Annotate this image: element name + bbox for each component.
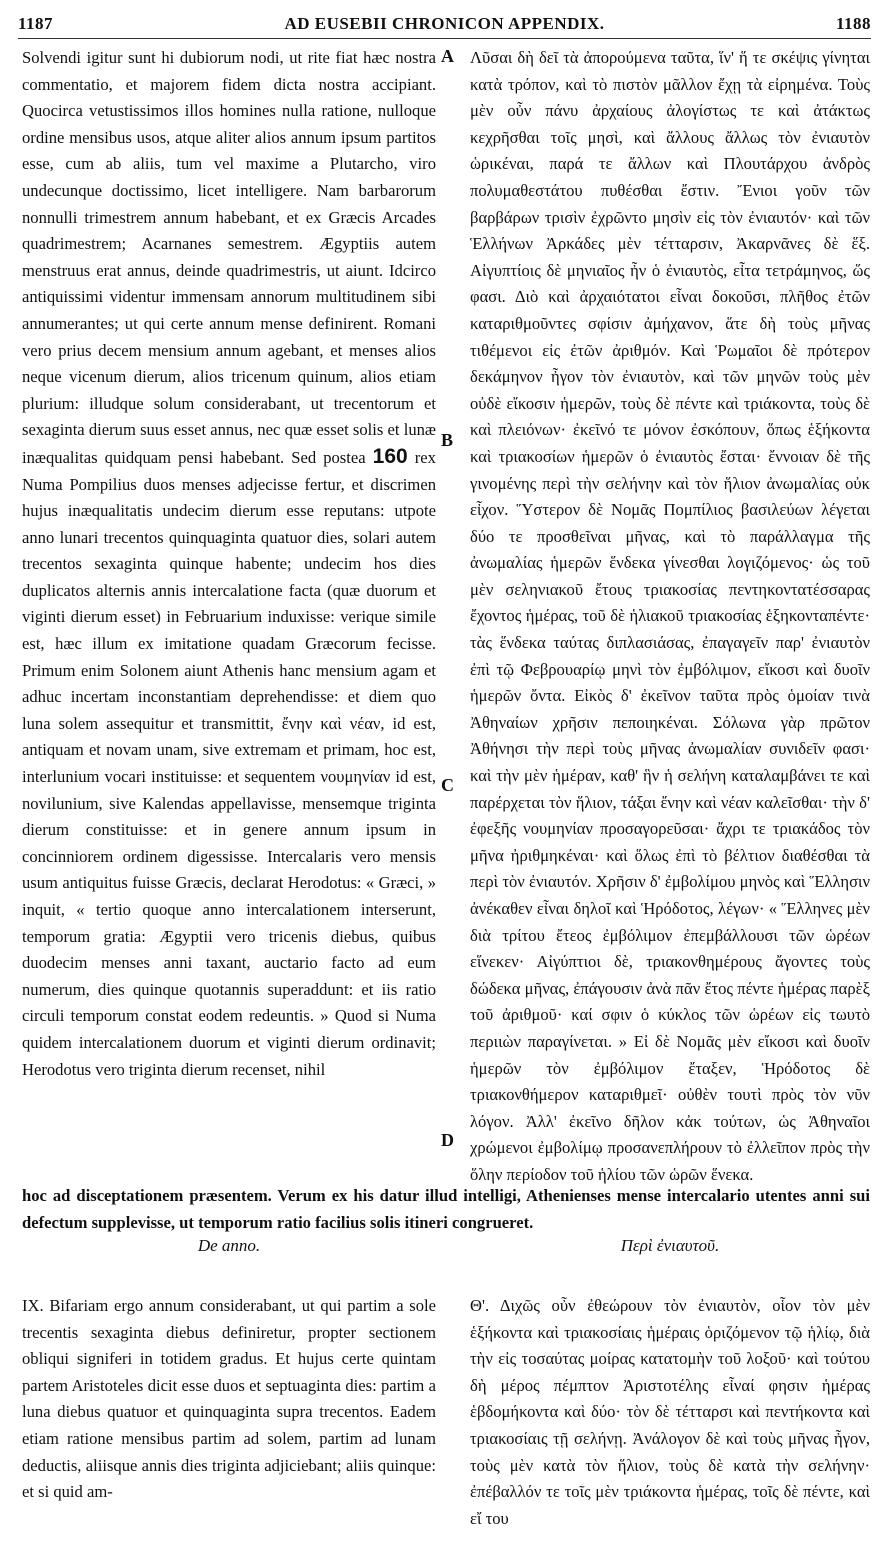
greek-section-heading: Περὶ ἐνιαυτοῦ. <box>620 1236 720 1255</box>
header-rule <box>18 38 871 39</box>
page-number-right: 1188 <box>835 14 871 33</box>
margin-marker-c: C <box>441 775 454 795</box>
latin-paragraph-2: IX. Bifariam ergo annum considerabant, ut qui partim a sole trecentis sexaginta diebus definiretur, propter sectionem obliqui signiferi in totidem gradus. Et hujus certe quintam partem Aristoteles dicit esse duos et septuaginta dies: partim a luna diebus quatuor et quinquaginta supra trecentos. Eadem etiam ratione mensibus partim ad solem, partim ad lunam deductis, aliisque annis dies triginta adjiciebant; aliis quinque: et si quid am- <box>22 1296 436 1502</box>
latin-text-part2: rex Numa Pompilius duos menses adjecisse fertur, et discrimen hujus inæqualitatis undecim dierum esse reputans: utpote anno lunari trecentos quinquaginta quatuor dies, solari autem trecentos sexaginta quinque habente; undecim hos dies duplicatos alternis annis intercalatione facta (quæ duorum et viginti dierum esset) in Februarium induxisse: verique simile est, hæc illum ex imitatione quadam Græcorum fecisse. Primum enim Solonem aiunt Athenis hanc mensium agam et adhuc incertam inconstantiam deprehendisse: et diem quo luna solem assequitur et transmittit, ἔνην καὶ νέαν, id est, antiquam et novam unam, sive extremam et primam, hoc est, interlunium vocari instituisse: et sequentem νουμηνίαν id est, novilunium, sive Kalendas appellavisse, mensemque triginta dierum constituisse: et in genere annum ipsum in concinniorem ordinem digessisse. Intercalaris vero mensis usum antiquitus fuisse Græcis, declarat Herodotus: « Græci, » inquit, « tertio quoque anno intercalationem interserunt, temporum gratia: Ægyptii vero tricenis diebus, quibus duodecim menses anni taxant, auctario facto ad eum numerum, dies quinque quotannis superaddunt: et iis ratio circuli temporum constat eodem redeuntis. » Quod si Numa quidem intercalationem duorum et viginti dierum ordinavit; Herodotus vero triginta dierum recenset, nihil <box>22 447 436 1079</box>
greek-paragraph-1: Λῦσαι δὴ δεῖ τὰ ἀπορούμενα ταῦτα, ἵν' ἥ τε σκέψις γίνηται κατὰ τρόπον, καὶ τὸ πιστὸν μᾶλλον ἔχῃ τὰ εἰρημένα. Τοὺς μὲν οὖν πάνυ ἀρχαίους ἀλογίστως τε καὶ ἀτάκτως κεχρῆσθαι τοῖς μησὶ, καὶ ἄλλους ἄλλως τὸν ἐνιαυτὸν ὡρικέναι, παρά τε ἄλλων καὶ Πλουτάρχου ἀνδρὸς πολυμαθεστάτου πυθέσθαι ἔστιν. Ἔνιοι γοῦν τῶν βαρβάρων τρισὶν ἐχρῶντο μησὶν εἰς τὸν ἐνιαυτόν· καὶ τῶν Ἑλλήνων Ἀρκάδες μὲν τέτταρσιν, Ἀκαρνᾶνες δὲ ἕξ. Αἰγυπτίοις δὲ μηνιαῖος ἦν ὁ ἐνιαυτὸς, εἶτα τετράμηνος, ὥς φασι. Διὸ καὶ ἀρχαιότατοι εἶναι δοκοῦσι, πλῆθος ἐτῶν καταριθμοῦντες σφίσιν ἀμήχανον, ἅτε δὴ τοὺς μῆνας τιθέμενοι εἰς ἐτῶν ἀριθμόν. Καὶ Ῥωμαῖοι δὲ πρότερον δεκάμηνον ἦγον τὸν ἐνιαυτὸν, καὶ τῶν μηνῶν τοὺς μὲν οὐδὲ εἴκοσιν ἡμερῶν, τοὺς δὲ πέντε καὶ τριάκοντα, τοὺς δὲ καὶ πλειόνων· ἐκεῖνό τε μόνον ἐσκόπουν, ὅπως ἑξήκοντα καὶ τριακοσίων ἡμερῶν ὁ ἐνιαυτὸς ἔσται· ἔννοιαν δὲ τῆς γινομένης περὶ τὴν σελήνην καὶ τὸν ἥλιον ἀνωμαλίας οὐκ εἶχον. Ὕστερον δὲ Νομᾶς Πομπίλιος βασιλεύων λέγεται δύο τε προσθεῖναι μῆνας, καὶ τὸ παράλλαγμα τῆς ἀνωμαλίας ἡμερῶν ἕνδεκα γίνεσθαι λογιζόμενος· ὡς τοῦ μὲν σεληνιακοῦ ἔτους τριακοσίας πεντηκοντατέσσαρας ἔχοντος ἡμέρας, τοῦ δὲ ἡλιακοῦ τριακοσίας ἑξηκονταπέντε· τὰς ἕνδεκα ταύτας διπλασιάσας, ἐπαγαγεῖν παρ' ἐνιαυτὸν ἐπὶ τῷ Φεβρουαρίῳ μηνὶ τὸν ἐμβόλιμον, εἴκοσι καὶ δυοῖν ἡμερῶν ὄντα. Εἰκὸς δ' ἐκεῖνον ταῦτα πρὸς ὁμοίαν τινὰ Ἀθηναίων χρῆσιν πεποιηκέναι. Σόλωνα γὰρ πρῶτον Ἀθήνησι τὴν περὶ τοὺς μῆνας ἀνωμαλίαν συνιδεῖν φασι· καὶ τὴν μὲν ἡμέραν, καθ' ἣν ἡ σελήνη καταλαμβάνει τε καὶ παρέρχεται τὸν ἥλιον, τάξαι ἔνην καὶ νέαν καλεῖσθαι· τὴν δ' ἐφεξῆς νουμηνίαν προσαγορεῦσαι· ἄχρι τε τριακάδος τὸν μῆνα ἠριθμηκέναι· καὶ ὅλως ἐπὶ τὸ βέλτιον διαθέσθαι τὰ περὶ τὸν ἐνιαυτόν. Χρῆσιν δ' ἐμβολίμου μηνὸς καὶ Ἕλλησιν ἀνέκαθεν εἶναι δηλοῖ καὶ Ἡρόδοτος, λέγων· « Ἕλληνες μὲν διὰ τρίτου ἔτεος ἐμβόλιμον ἐπεμβάλλουσι τῶν ὡρέων εἵνεκεν· Αἰγύπτιοι δὲ, τριακονθημέρους ἄγοντες τοὺς δώδεκα μῆνας, ἐπάγουσιν ἀνὰ πᾶν ἔτος πέντε ἡμέρας παρὲξ τοῦ ἀριθμοῦ· καί σφιν ὁ κύκλος τῶν ὡρέων εἰς τωυτὸ περιιὼν παραγίνεται. » Εἰ δὲ Νομᾶς μὲν εἴκοσι καὶ δυοῖν ἡμερῶν τὸν ἐμβόλιμον ἔταξεν, Ἡρόδοτος δὲ τριακονθήμερον καταριθμεῖ· οὐθὲν τουτὶ πρὸς τὸν νῦν λόγον. Ἀλλ' ἐκεῖνο δῆλον κἀκ τούτων, ὡς Ἀθηναῖοι χρώμενοι ἐμβολίμῳ προσανεπλήρουν τὸ ἐλλεῖπον πρὸς τὴν ὅλην περίοδον τοῦ ἡλίου τῶν ὡρῶν ἕνεκα. <box>470 48 870 1184</box>
greek-column-top <box>470 45 870 1189</box>
greek-column-bottom <box>470 1293 870 1532</box>
running-title: AD EUSEBII CHRONICON APPENDIX. <box>284 14 605 33</box>
page-number-left: 1187 <box>18 14 54 33</box>
greek-paragraph-2: Θ'. Διχῶς οὖν ἐθεώρουν τὸν ἐνιαυτὸν, οἷον τὸν μὲν ἑξήκοντα καὶ τριακοσίαις ἡμέραις ὁριζόμενον τῷ ἡλίῳ, διὰ τὴν εἰς τοσαύτας μοίρας κατατομὴν τοῦ λοξοῦ· καὶ τούτου δὴ μέρος πέμπτον Ἀριστοτέλης εἶναί φησιν ἡμέρας ἑβδομήκοντα καὶ δύο· τὸν δὲ τέτταρσι καὶ πεντήκοντα καὶ τριακοσίαις τῇ σελήνῃ. Ἀνάλογον δὲ καὶ τοὺς μῆνας ἦγον, τοὺς μὲν κατὰ τὸν ἥλιον, τοὺς δὲ κατὰ τὴν σελήνην· ἐπέβαλλόν τε τοῖς μὲν τριάκοντα ἡμέρας, τοῖς δὲ πέντε, καὶ εἴ του <box>470 1296 870 1528</box>
latin-section-heading: De anno. <box>197 1236 261 1255</box>
margin-marker-a: A <box>441 46 454 66</box>
latin-paragraph-1 <box>22 45 436 1083</box>
latin-column-top <box>22 45 436 1083</box>
full-width-bridge-line <box>22 1183 870 1236</box>
margin-marker-d: D <box>441 1130 454 1150</box>
page-header <box>18 14 871 40</box>
latin-text-part1: Solvendi igitur sunt hi dubiorum nodi, ut rite fiat hæc nostra commentatio, et majorem fidem dicta nostra accipiant. Quocirca vetustissimos illos homines nulla ratione, nulloque ordine mensibus usos, atque aliter alios annum ipsum partitos esse, cum ab aliis, tum vel maxime a Plutarcho, viro undecunque doctissimo, licet intelligere. Nam barbarorum nonnulli trimestrem annum habebant, et ex Græcis Arcades quadrimestrem; Acarnanes semestrem. Ægyptiis autem menstruus erat annus, deinde quadrimestris, ut aiunt. Idcirco antiquissimi videntur immensam annorum multitudinem sibi annumerantes; ut qui certe annum mense definirent. Romani vero prius decem mensium annum agebant, et menses alios neque vicenum dierum, alios tricenum quinum, alios etiam plurium: illudque solum considerabant, ut trecentorum et sexaginta dierum suus esset annus, nec quæ esset solis et lunæ inæqualitas quidquam pensi habebant. Sed postea <box>22 48 436 467</box>
latin-column-bottom <box>22 1293 436 1506</box>
column-number: 160 <box>372 444 408 468</box>
margin-marker-b: B <box>441 430 454 450</box>
bridge-text: hoc ad disceptationem præsentem. Verum ex his datur illud intelligi, Athenienses mense intercalario utentes anni sui defectum supplevisse, ut temporum ratio facilius solis itineri congrueret. <box>22 1186 870 1232</box>
